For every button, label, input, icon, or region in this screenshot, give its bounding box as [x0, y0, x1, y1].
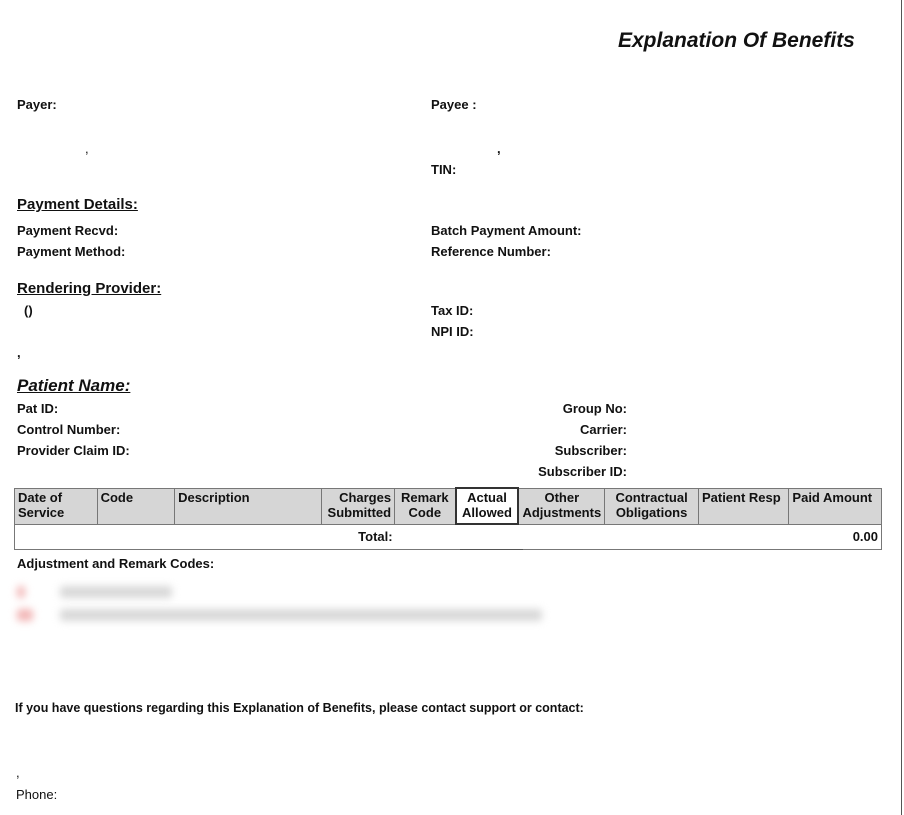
carrier-label: Carrier: — [580, 422, 627, 437]
phone-label: Phone: — [16, 787, 58, 802]
col-paid-amount: Paid Amount — [789, 488, 882, 524]
payer-label: Payer: — [17, 97, 57, 112]
page-right-border — [901, 0, 902, 815]
group-no-label: Group No: — [562, 401, 627, 416]
footer-comma: , — [16, 765, 20, 780]
payment-details-heading: Payment Details: — [17, 196, 138, 213]
claims-header-row — [15, 488, 882, 524]
provider-parens: () — [24, 303, 33, 318]
contact-questions-text: If you have questions regarding this Explanation of Benefits, please contact support or contact: — [15, 701, 584, 715]
provider-comma: , — [17, 345, 21, 360]
col-date-of-service: Date of Service — [15, 488, 98, 524]
col-actual-allowed: Actual Allowed — [456, 488, 519, 524]
redacted-description-2 — [60, 609, 542, 621]
control-number-label: Control Number: — [17, 422, 121, 437]
col-code: Code — [97, 488, 174, 524]
subscriber-id-label: Subscriber ID: — [538, 464, 627, 479]
redacted-code-2 — [17, 609, 33, 621]
redacted-code-1 — [17, 586, 25, 598]
reference-number-label: Reference Number: — [431, 244, 551, 259]
payment-method-label: Payment Method: — [17, 244, 126, 259]
subscriber-label: Subscriber: — [554, 443, 627, 458]
payee-label: Payee : — [431, 97, 477, 112]
patient-name-heading: Patient Name: — [17, 376, 131, 395]
tax-id-label: Tax ID: — [431, 303, 474, 318]
total-label: Total: — [15, 524, 395, 550]
col-patient-resp: Patient Resp — [698, 488, 788, 524]
adjustment-remark-heading: Adjustment and Remark Codes: — [17, 556, 215, 571]
allowed-underline — [460, 549, 523, 550]
payer-comma: , — [85, 141, 89, 156]
provider-claim-id-label: Provider Claim ID: — [17, 443, 130, 458]
col-remark-code: Remark Code — [395, 488, 456, 524]
tin-label: TIN: — [431, 162, 457, 177]
col-contractual-obligations: Contractual Obligations — [605, 488, 699, 524]
batch-payment-label: Batch Payment Amount: — [431, 223, 582, 238]
total-row — [15, 524, 882, 550]
rendering-provider-heading: Rendering Provider: — [17, 280, 162, 297]
page-title: Explanation Of Benefits — [618, 29, 855, 52]
payee-comma: , — [497, 141, 501, 156]
col-other-adjustments: Other Adjustments — [518, 488, 604, 524]
col-charges-submitted: Charges Submitted — [322, 488, 395, 524]
redacted-description-1 — [60, 586, 172, 598]
npi-id-label: NPI ID: — [431, 324, 474, 339]
payment-recvd-label: Payment Recvd: — [17, 223, 119, 238]
col-description: Description — [175, 488, 322, 524]
pat-id-label: Pat ID: — [17, 401, 59, 416]
total-paid-amount: 0.00 — [789, 524, 882, 550]
claims-table — [14, 487, 882, 550]
